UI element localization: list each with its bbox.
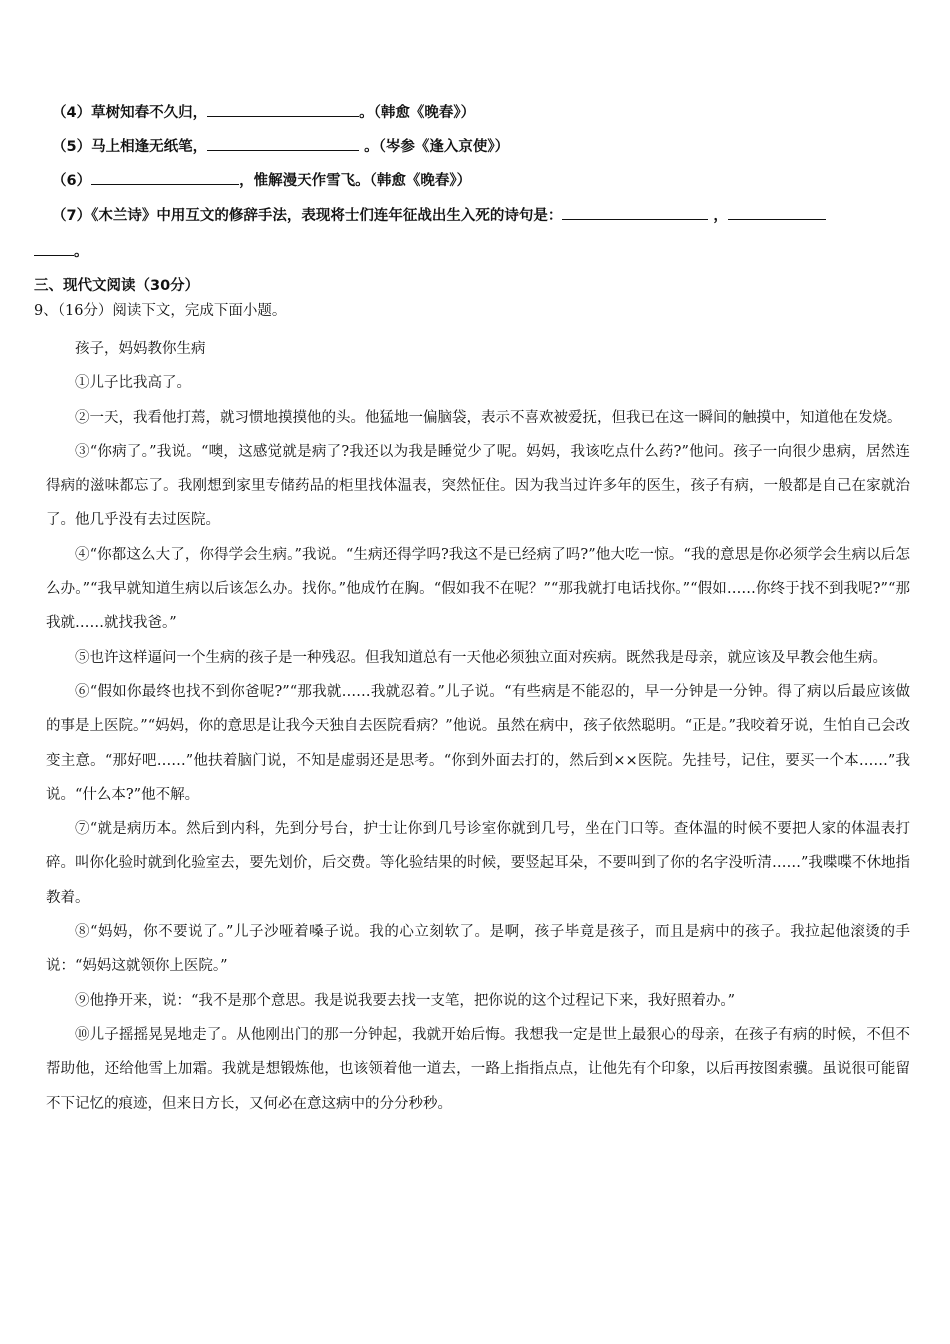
paragraph-2: ②一天，我看他打蔫，就习惯地摸摸他的头。他猛地一偏脑袋，表示不喜欢被爱抚，但我已在这一瞬间的触摸中，知道他在发烧。 (75, 409, 902, 426)
answer-blank-2-continued[interactable] (34, 241, 74, 256)
item-text: 马上相逢无纸笔， (91, 139, 208, 155)
item-text: 草树知春不久归， (91, 105, 208, 121)
paragraph-6: ⑥“假如你最终也找不到你爸呢?”“那我就……我就忍着。”儿子说。“有些病是不能忍的，早一分钟是一分钟。得了病以后最应该做的事是上医院。”“妈妈，你的意思是让我今天独自去医院看病？”他说。虽然在病中，孩子依然聪明。“正是。”我咬着牙说，生怕自己会改变主意。“那好吧……”他扶着脑门说，不知是虚弱还是思考。“你到外面去打的，然后到××医院。先挂号，记住，要买一个本……”我说。“什么本?”他不解。 (46, 683, 910, 803)
paragraph-10: ⑩儿子摇摇晃晃地走了。从他刚出门的那一分钟起，我就开始后悔。我想我一定是世上最狠心的母亲，在孩子有病的时候，不但不帮助他，还给他雪上加霜。我就是想锻炼他，也该领着他一道去，一路上指指点点，让他先有个印象，以后再按图索骥。虽说很可能留不下记忆的痕迹，但来日方长，又何必在意这病中的分分秒秒。 (46, 1026, 910, 1112)
paragraph-1: ①儿子比我高了。 (75, 375, 191, 392)
question-prompt: 9、（16分）阅读下文，完成下面小题。 (34, 303, 287, 319)
paragraph-3: ③“你病了。”我说。“噢，这感觉就是病了?我还以为我是睡觉少了呢。妈妈，我该吃点什么药?”他问。孩子一向很少患病，居然连得病的滋味都忘了。我刚想到家里专储药品的柜里找体温表，突然怔住。因为我当过许多年的医生，孩子有病，一般都是自己在家就治了。他几乎没有去过医院。 (46, 443, 910, 529)
item-number: （4） (52, 105, 92, 121)
fill-blank-5 (52, 136, 509, 157)
item-source: 。（岑参《逢入京使》） (359, 139, 510, 155)
answer-blank[interactable] (207, 102, 359, 117)
item-text: 《木兰诗》中用互文的修辞手法，表现将士们连年征战出生入死的诗句是： (91, 208, 563, 224)
fill-blank-7 (52, 205, 826, 226)
item-number: （7） (52, 208, 92, 224)
item-end: 。 (74, 244, 89, 260)
fill-blank-4 (52, 102, 475, 123)
paragraph-5: ⑤也许这样逼问一个生病的孩子是一种残忍。但我知道总有一天他必须独立面对疾病。既然我是母亲，就应该及早教会他生病。 (75, 649, 887, 666)
fill-blank-6 (52, 170, 471, 191)
paragraph-9: ⑨他挣开来，说：“我不是那个意思。我是说我要去找一支笔，把你说的这个过程记下来，我好照着办。” (75, 992, 736, 1009)
answer-blank-2[interactable] (728, 205, 826, 220)
fill-blank-7-continued (34, 241, 89, 262)
answer-blank[interactable] (207, 136, 359, 151)
paragraph-4: ④“你都这么大了，你得学会生病。”我说。“生病还得学吗?我这不是已经病了吗?”他大吃一惊。“我的意思是你必须学会生病以后怎么办。”“我早就知道生病以后该怎么办。找你。”他成竹在胸。“假如我不在呢？”“那我就打电话找你。”“假如……你终于找不到我呢?”“那我就……就找我爸。” (46, 546, 910, 632)
paragraph-8: ⑧“妈妈，你不要说了。”儿子沙哑着嗓子说。我的心立刻软了。是啊，孩子毕竟是孩子，而且是病中的孩子。我拉起他滚烫的手说：“妈妈这就领你上医院。” (46, 924, 910, 975)
answer-blank[interactable] (91, 170, 239, 185)
paragraph-7: ⑦“就是病历本。然后到内科，先到分号台，护士让你到几号诊室你就到几号，坐在门口等。查体温的时候不要把人家的体温表打碎。叫你化验时就到化验室去，要先划价，后交费。等化验结果的时候，要竖起耳朵，不要叫到了你的名字没听清……”我喋喋不休地指教着。 (46, 821, 910, 906)
answer-blank-1[interactable] (562, 205, 708, 220)
article (46, 332, 910, 1121)
item-source: ，惟解漫天作雪飞。（韩愈《晚春》） (239, 173, 472, 189)
item-source: 。（韩愈《晚春》） (359, 105, 476, 121)
item-number: （6） (52, 173, 92, 189)
item-separator: ， (708, 208, 728, 224)
article-title: 孩子，妈妈教你生病 (75, 341, 206, 357)
section-title: 三、现代文阅读（30分） (34, 278, 200, 294)
item-number: （5） (52, 139, 92, 155)
